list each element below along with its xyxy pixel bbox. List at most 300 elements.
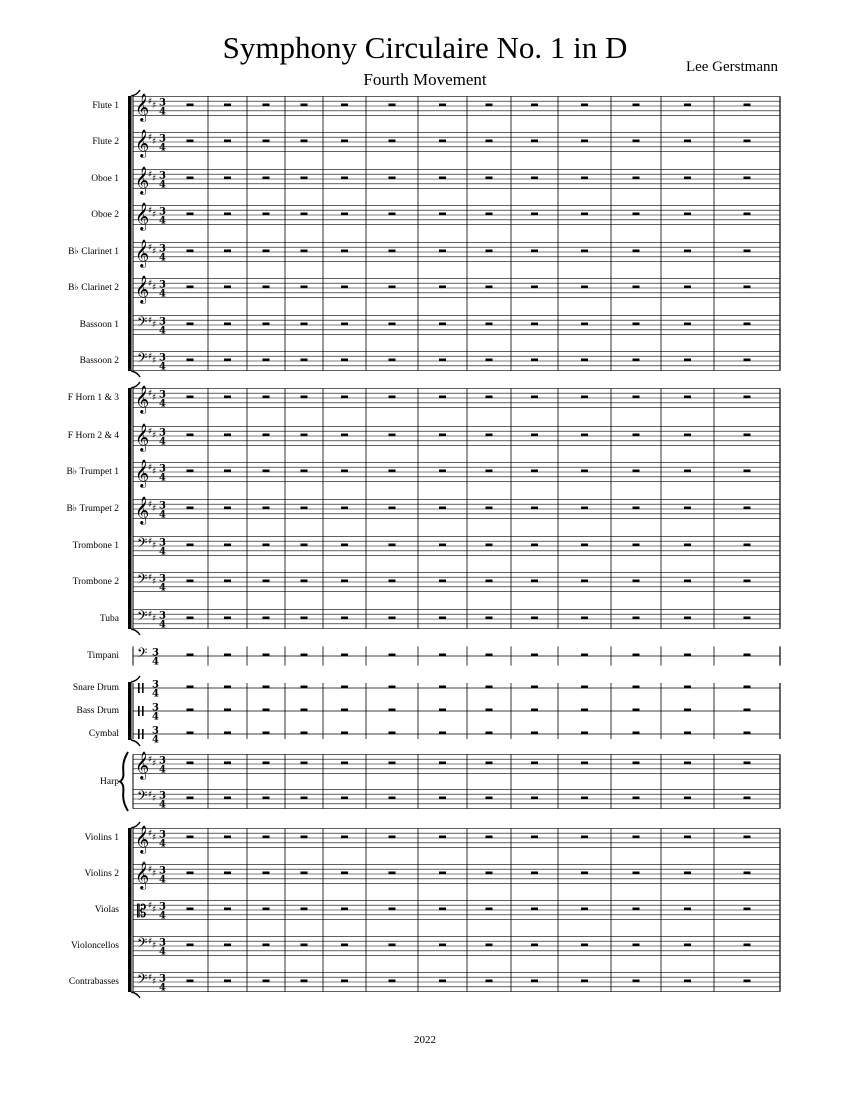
measure-rest xyxy=(439,654,446,657)
measure-rest xyxy=(301,709,308,712)
measure-rest xyxy=(341,797,348,800)
key-sharp-flute-1: ♯ xyxy=(152,101,157,111)
measure-rest xyxy=(187,762,194,765)
instrument-label-violins-2: Violins 2 xyxy=(84,869,119,879)
time-sig-den-oboe-1: 4 xyxy=(159,179,166,191)
measure-rest xyxy=(684,617,691,620)
instrument-label-b-clarinet-2: B♭ Clarinet 2 xyxy=(68,283,119,293)
measure-rest xyxy=(744,359,751,362)
time-sig-num-b-clarinet-2: 3 xyxy=(159,279,166,291)
measure-rest xyxy=(684,323,691,326)
measure-rest xyxy=(224,797,231,800)
measure-rest xyxy=(744,250,751,253)
measure-rest xyxy=(633,104,640,107)
measure-rest xyxy=(301,213,308,216)
measure-rest xyxy=(187,617,194,620)
measure-rest xyxy=(744,686,751,689)
time-sig-den-tuba: 4 xyxy=(159,619,166,631)
measure-rest xyxy=(341,617,348,620)
key-sharp-bassoon-1: ♯ xyxy=(152,320,157,330)
measure-rest xyxy=(486,732,493,735)
time-sig-den-bassoon-1: 4 xyxy=(159,325,166,337)
measure-rest xyxy=(744,104,751,107)
measure-rest xyxy=(224,944,231,947)
time-sig-num-f-horn-1-3: 3 xyxy=(159,389,166,401)
key-sharp-harp: ♯ xyxy=(152,759,157,769)
key-sharp-violoncellos: ♯ xyxy=(148,937,153,947)
time-sig-den-b-clarinet-2: 4 xyxy=(159,288,166,300)
measure-rest xyxy=(439,908,446,911)
measure-rest xyxy=(389,872,396,875)
measure-rest xyxy=(187,797,194,800)
measure-rest xyxy=(301,434,308,437)
measure-rest xyxy=(301,177,308,180)
measure-rest xyxy=(486,140,493,143)
measure-rest xyxy=(531,434,538,437)
measure-rest xyxy=(531,213,538,216)
key-sharp-b-trumpet-2: ♯ xyxy=(152,504,157,514)
measure-rest xyxy=(389,732,396,735)
measure-rest xyxy=(439,797,446,800)
measure-rest xyxy=(581,944,588,947)
measure-rest xyxy=(224,213,231,216)
instrument-label-bassoon-1: Bassoon 1 xyxy=(79,320,119,330)
measure-rest xyxy=(486,323,493,326)
measure-rest xyxy=(744,177,751,180)
instrument-label-flute-2: Flute 2 xyxy=(92,137,119,147)
time-sig-num-violoncellos: 3 xyxy=(159,937,166,949)
measure-rest xyxy=(531,507,538,510)
measure-rest xyxy=(263,944,270,947)
time-sig-num-timpani: 3 xyxy=(152,647,159,659)
measure-rest xyxy=(581,686,588,689)
measure-rest xyxy=(486,709,493,712)
measure-rest xyxy=(389,617,396,620)
time-sig-num-f-horn-2-4: 3 xyxy=(159,427,166,439)
time-sig-num-flute-2: 3 xyxy=(159,133,166,145)
measure-rest xyxy=(581,544,588,547)
measure-rest xyxy=(581,654,588,657)
measure-rest xyxy=(744,872,751,875)
measure-rest xyxy=(389,434,396,437)
measure-rest xyxy=(301,323,308,326)
measure-rest xyxy=(187,686,194,689)
key-sharp-f-horn-2-4: ♯ xyxy=(148,427,153,437)
measure-rest xyxy=(224,250,231,253)
instrument-label-violoncellos: Violoncellos xyxy=(71,941,119,951)
key-sharp-f-horn-1-3: ♯ xyxy=(152,393,157,403)
treble-clef-flute-2: 𝄞 xyxy=(135,129,150,157)
treble-clef-b-trumpet-1: 𝄞 xyxy=(135,459,150,487)
measure-rest xyxy=(341,732,348,735)
key-sharp-harp-bass: ♯ xyxy=(148,790,153,800)
measure-rest xyxy=(301,908,308,911)
measure-rest xyxy=(224,544,231,547)
time-sig-den-f-horn-1-3: 4 xyxy=(159,398,166,410)
key-sharp-flute-2: ♯ xyxy=(148,133,153,143)
measure-rest xyxy=(633,359,640,362)
brass-bracket-bottom-hook xyxy=(131,629,140,635)
measure-rest xyxy=(684,544,691,547)
measure-rest xyxy=(389,944,396,947)
measure-rest xyxy=(389,286,396,289)
measure-rest xyxy=(486,104,493,107)
composer-name: Lee Gerstmann xyxy=(685,59,778,75)
instrument-label-oboe-1: Oboe 1 xyxy=(91,174,119,184)
score-title: Symphony Circulaire No. 1 in D xyxy=(222,30,628,65)
measure-rest xyxy=(187,177,194,180)
measure-rest xyxy=(301,396,308,399)
measure-rest xyxy=(581,709,588,712)
measure-rest xyxy=(633,872,640,875)
measure-rest xyxy=(439,470,446,473)
measure-rest xyxy=(389,213,396,216)
measure-rest xyxy=(531,872,538,875)
measure-rest xyxy=(684,359,691,362)
key-sharp-trombone-1: ♯ xyxy=(152,541,157,551)
measure-rest xyxy=(439,544,446,547)
measure-rest xyxy=(581,104,588,107)
measure-rest xyxy=(389,396,396,399)
measure-rest xyxy=(263,732,270,735)
measure-rest xyxy=(263,872,270,875)
measure-rest xyxy=(341,359,348,362)
measure-rest xyxy=(633,836,640,839)
measure-rest xyxy=(684,709,691,712)
measure-rest xyxy=(301,872,308,875)
measure-rest xyxy=(187,732,194,735)
instrument-label-flute-1: Flute 1 xyxy=(92,101,119,111)
measure-rest xyxy=(744,908,751,911)
time-sig-den-f-horn-2-4: 4 xyxy=(159,436,166,448)
measure-rest xyxy=(486,396,493,399)
percussion-bracket-bottom-hook xyxy=(131,740,140,746)
measure-rest xyxy=(263,762,270,765)
measure-rest xyxy=(744,323,751,326)
measure-rest xyxy=(187,104,194,107)
measure-rest xyxy=(187,396,194,399)
measure-rest xyxy=(684,836,691,839)
measure-rest xyxy=(744,286,751,289)
measure-rest xyxy=(439,709,446,712)
key-sharp-violins-1: ♯ xyxy=(152,833,157,843)
measure-rest xyxy=(531,762,538,765)
measure-rest xyxy=(301,250,308,253)
instrument-label-oboe-2: Oboe 2 xyxy=(91,210,119,220)
percussion-clef-cymbal xyxy=(142,729,144,739)
key-sharp-contrabasses: ♯ xyxy=(152,977,157,987)
measure-rest xyxy=(439,434,446,437)
percussion-clef-bass-drum xyxy=(138,706,140,716)
treble-clef-oboe-2: 𝄞 xyxy=(135,202,150,230)
measure-rest xyxy=(389,177,396,180)
measure-rest xyxy=(187,470,194,473)
instrument-label-timpani: Timpani xyxy=(87,651,119,661)
measure-rest xyxy=(439,732,446,735)
time-sig-den-cymbal: 4 xyxy=(152,734,159,746)
time-sig-num-b-clarinet-1: 3 xyxy=(159,243,166,255)
measure-rest xyxy=(744,944,751,947)
measure-rest xyxy=(531,836,538,839)
measure-rest xyxy=(684,944,691,947)
measure-rest xyxy=(531,323,538,326)
measure-rest xyxy=(633,507,640,510)
percussion-clef-snare-drum xyxy=(138,683,140,693)
measure-rest xyxy=(439,617,446,620)
key-sharp-b-clarinet-1: ♯ xyxy=(148,243,153,253)
measure-rest xyxy=(389,836,396,839)
measure-rest xyxy=(744,470,751,473)
measure-rest xyxy=(744,140,751,143)
measure-rest xyxy=(389,507,396,510)
measure-rest xyxy=(633,396,640,399)
instrument-label-f-horn-2-4: F Horn 2 & 4 xyxy=(67,431,119,441)
measure-rest xyxy=(187,980,194,983)
measure-rest xyxy=(187,213,194,216)
measure-rest xyxy=(531,617,538,620)
instrument-label-b-trumpet-1: B♭ Trumpet 1 xyxy=(66,467,119,477)
measure-rest xyxy=(301,944,308,947)
time-sig-num-cymbal: 3 xyxy=(152,725,159,737)
measure-rest xyxy=(263,396,270,399)
key-sharp-b-clarinet-2: ♯ xyxy=(152,283,157,293)
measure-rest xyxy=(439,686,446,689)
bass-clef-bassoon-2: 𝄢 xyxy=(137,350,148,369)
measure-rest xyxy=(486,654,493,657)
measure-rest xyxy=(744,434,751,437)
measure-rest xyxy=(224,709,231,712)
measure-rest xyxy=(263,140,270,143)
instrument-label-bass-drum: Bass Drum xyxy=(76,706,119,716)
measure-rest xyxy=(633,544,640,547)
measure-rest xyxy=(744,617,751,620)
measure-rest xyxy=(187,836,194,839)
measure-rest xyxy=(301,797,308,800)
bass-clef-harp-bass: 𝄢 xyxy=(137,788,148,807)
instrument-label-snare-drum: Snare Drum xyxy=(72,683,119,693)
instrument-label-f-horn-1-3: F Horn 1 & 3 xyxy=(67,393,119,403)
bass-clef-contrabasses: 𝄢 xyxy=(137,971,148,990)
measure-rest xyxy=(744,836,751,839)
measure-rest xyxy=(486,580,493,583)
measure-rest xyxy=(633,797,640,800)
time-sig-num-harp: 3 xyxy=(159,755,166,767)
measure-rest xyxy=(224,359,231,362)
measure-rest xyxy=(263,250,270,253)
measure-rest xyxy=(531,654,538,657)
measure-rest xyxy=(684,177,691,180)
measure-rest xyxy=(581,980,588,983)
measure-rest xyxy=(439,250,446,253)
measure-rest xyxy=(633,654,640,657)
time-sig-den-flute-2: 4 xyxy=(159,142,166,154)
bass-clef-timpani: 𝄢 xyxy=(137,645,148,664)
measure-rest xyxy=(744,507,751,510)
measure-rest xyxy=(263,470,270,473)
measure-rest xyxy=(263,580,270,583)
percussion-clef-cymbal xyxy=(138,729,140,739)
measure-rest xyxy=(633,177,640,180)
measure-rest xyxy=(581,836,588,839)
measure-rest xyxy=(531,140,538,143)
time-sig-num-snare-drum: 3 xyxy=(152,679,159,691)
key-sharp-violoncellos: ♯ xyxy=(152,941,157,951)
measure-rest xyxy=(341,544,348,547)
measure-rest xyxy=(684,686,691,689)
measure-rest xyxy=(439,323,446,326)
measure-rest xyxy=(684,654,691,657)
measure-rest xyxy=(341,434,348,437)
measure-rest xyxy=(389,686,396,689)
time-sig-den-b-trumpet-1: 4 xyxy=(159,472,166,484)
time-sig-num-oboe-2: 3 xyxy=(159,206,166,218)
key-sharp-violas: ♯ xyxy=(148,901,153,911)
percussion-bracket xyxy=(128,682,132,740)
measure-rest xyxy=(389,359,396,362)
time-sig-den-violins-1: 4 xyxy=(159,838,166,850)
measure-rest xyxy=(581,323,588,326)
measure-rest xyxy=(531,544,538,547)
measure-rest xyxy=(581,250,588,253)
measure-rest xyxy=(439,286,446,289)
measure-rest xyxy=(341,686,348,689)
treble-clef-violins-2: 𝄞 xyxy=(135,861,150,889)
key-sharp-harp: ♯ xyxy=(148,755,153,765)
measure-rest xyxy=(744,580,751,583)
measure-rest xyxy=(389,762,396,765)
measure-rest xyxy=(301,654,308,657)
measure-rest xyxy=(341,470,348,473)
measure-rest xyxy=(224,654,231,657)
measure-rest xyxy=(341,654,348,657)
instrument-label-violins-1: Violins 1 xyxy=(84,833,119,843)
time-sig-den-violas: 4 xyxy=(159,910,166,922)
measure-rest xyxy=(224,872,231,875)
time-sig-den-violins-2: 4 xyxy=(159,874,166,886)
measure-rest xyxy=(684,980,691,983)
measure-rest xyxy=(684,213,691,216)
measure-rest xyxy=(486,470,493,473)
time-sig-den-oboe-2: 4 xyxy=(159,215,166,227)
measure-rest xyxy=(439,140,446,143)
key-sharp-b-clarinet-1: ♯ xyxy=(152,247,157,257)
measure-rest xyxy=(581,797,588,800)
instrument-label-b-trumpet-2: B♭ Trumpet 2 xyxy=(66,504,119,514)
instrument-label-b-clarinet-1: B♭ Clarinet 1 xyxy=(68,247,119,257)
measure-rest xyxy=(633,709,640,712)
measure-rest xyxy=(581,762,588,765)
measure-rest xyxy=(263,104,270,107)
measure-rest xyxy=(531,580,538,583)
alto-clef-violas: 𝄡 xyxy=(137,902,147,922)
treble-clef-f-horn-1-3: 𝄞 xyxy=(135,385,150,413)
measure-rest xyxy=(263,213,270,216)
measure-rest xyxy=(341,944,348,947)
measure-rest xyxy=(263,980,270,983)
measure-rest xyxy=(486,762,493,765)
measure-rest xyxy=(389,654,396,657)
measure-rest xyxy=(224,396,231,399)
strings-bracket xyxy=(128,828,132,992)
measure-rest xyxy=(263,544,270,547)
measure-rest xyxy=(531,797,538,800)
measure-rest xyxy=(187,944,194,947)
bass-clef-trombone-2: 𝄢 xyxy=(137,571,148,590)
instrument-label-cymbal: Cymbal xyxy=(88,729,119,739)
measure-rest xyxy=(187,359,194,362)
measure-rest xyxy=(439,213,446,216)
measure-rest xyxy=(531,980,538,983)
measure-rest xyxy=(263,709,270,712)
measure-rest xyxy=(531,177,538,180)
measure-rest xyxy=(224,470,231,473)
measure-rest xyxy=(581,177,588,180)
measure-rest xyxy=(389,797,396,800)
time-sig-num-trombone-2: 3 xyxy=(159,573,166,585)
measure-rest xyxy=(633,617,640,620)
measure-rest xyxy=(341,396,348,399)
measure-rest xyxy=(263,507,270,510)
measure-rest xyxy=(301,686,308,689)
key-sharp-oboe-2: ♯ xyxy=(148,206,153,216)
measure-rest xyxy=(633,908,640,911)
time-sig-num-violas: 3 xyxy=(159,901,166,913)
bass-clef-trombone-1: 𝄢 xyxy=(137,535,148,554)
key-sharp-tuba: ♯ xyxy=(152,614,157,624)
bass-clef-tuba: 𝄢 xyxy=(137,608,148,627)
measure-rest xyxy=(581,286,588,289)
measure-rest xyxy=(633,434,640,437)
percussion-bracket-top-hook xyxy=(131,676,140,682)
measure-rest xyxy=(684,797,691,800)
measure-rest xyxy=(187,654,194,657)
measure-rest xyxy=(531,286,538,289)
measure-rest xyxy=(744,654,751,657)
measure-rest xyxy=(301,359,308,362)
measure-rest xyxy=(439,507,446,510)
key-sharp-oboe-2: ♯ xyxy=(152,210,157,220)
key-sharp-violins-1: ♯ xyxy=(148,829,153,839)
time-sig-num-harp-bass: 3 xyxy=(159,790,166,802)
treble-clef-oboe-1: 𝄞 xyxy=(135,166,150,194)
percussion-clef-bass-drum xyxy=(142,706,144,716)
instrument-label-harp: Harp xyxy=(100,776,119,787)
instrument-label-contrabasses: Contrabasses xyxy=(68,977,119,987)
key-sharp-f-horn-2-4: ♯ xyxy=(152,431,157,441)
measure-rest xyxy=(187,323,194,326)
measure-rest xyxy=(633,286,640,289)
measure-rest xyxy=(684,104,691,107)
measure-rest xyxy=(633,732,640,735)
treble-clef-b-clarinet-1: 𝄞 xyxy=(135,239,150,267)
key-sharp-harp-bass: ♯ xyxy=(152,794,157,804)
instrument-label-trombone-2: Trombone 2 xyxy=(72,577,119,587)
measure-rest xyxy=(301,732,308,735)
key-sharp-trombone-1: ♯ xyxy=(148,537,153,547)
measure-rest xyxy=(744,709,751,712)
measure-rest xyxy=(581,617,588,620)
time-sig-num-b-trumpet-1: 3 xyxy=(159,463,166,475)
measure-rest xyxy=(531,732,538,735)
measure-rest xyxy=(633,686,640,689)
time-sig-den-flute-1: 4 xyxy=(159,106,166,118)
measure-rest xyxy=(263,359,270,362)
woodwind-bracket xyxy=(128,96,132,371)
measure-rest xyxy=(581,470,588,473)
measure-rest xyxy=(389,323,396,326)
measure-rest xyxy=(224,908,231,911)
measure-rest xyxy=(224,507,231,510)
